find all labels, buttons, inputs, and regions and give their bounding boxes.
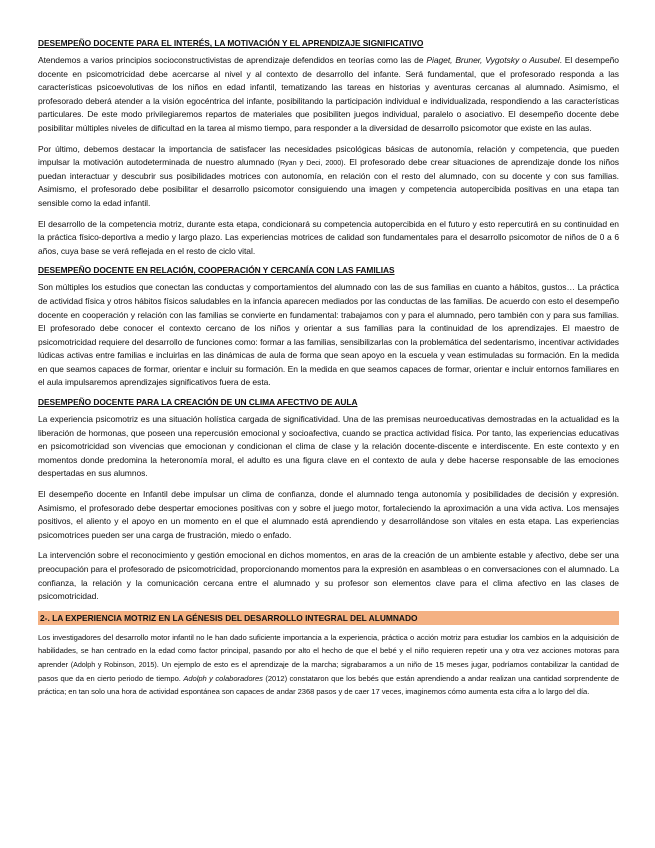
heading-interes-motivacion: DESEMPEÑO DOCENTE PARA EL INTERÉS, LA MOTIVACIÓN Y EL APRENDIZAJE SIGNIFICATIVO bbox=[38, 38, 424, 48]
paragraph-necesidades bbox=[38, 143, 619, 211]
paragraph-principios bbox=[38, 54, 619, 136]
paragraph-investigadores bbox=[38, 631, 619, 699]
text-span: . Un ejemplo de esto es el aprendizaje de la marcha; sigrabaramos a un niño de 15 meses jugar, podríamos contabilizar la cantidad de pasos que da en cierto periodo de tiempo. bbox=[38, 659, 620, 683]
document-page bbox=[38, 38, 619, 706]
authors-italic: Piaget, Bruner, Vygotsky o Ausubel bbox=[426, 55, 560, 65]
heading-clima-afectivo: DESEMPEÑO DOCENTE PARA LA CREACIÓN DE UN CLIMA AFECTIVO DE AULA bbox=[38, 397, 358, 408]
heading-familias: DESEMPEÑO DOCENTE EN RELACIÓN, COOPERACIÓN Y CERCANÍA CON LAS FAMILIAS bbox=[38, 265, 395, 276]
paragraph-intervencion: La intervención sobre el reconocimiento y gestión emocional en dichos momentos, en aras de la creación de un ambiente estable y afectivo, debe ser una preocupación para el profesorado de psicomotricidad, proporcionando momentos para la expresión en asambleas o en conversaciones con el alumnado. La confianza, la relación y la comunicación cercana entre el alumnado y su profesor son elementos clave para el clima afectivo en las clases de psicomotricidad. bbox=[38, 550, 619, 602]
paragraph-experiencia: La experiencia psicomotriz es una situación holística cargada de significatividad. Una de las premisas neuroeducativas demostradas en la actualidad es la liberación de hormonas, que poseen una repercusión emocional y socioafectiva, cuando se practica actividad física. Por tanto, las experiencias educativas en psicomotricidad son vivencias que emocionan y condicionan el clima de clase y la relación docente-discente e interdiscente. En este contexto y en momentos donde predomina la heteronomía moral, el adulto es una figura clave en el contexto de aula y debe hacerse responsable de las emociones despertadas en sus alumnos. bbox=[38, 414, 619, 479]
text-span: Por último, debemos destacar la importancia de satisfacer las necesidades psicológicas básicas de autonomía, relación y competencia, que pueden impulsar la motivación autodeterminada de nuestro alumnado bbox=[38, 143, 619, 168]
section-heading-experiencia-motriz: 2-. LA EXPERIENCIA MOTRIZ EN LA GÉNESIS DEL DESARROLLO INTEGRAL DEL ALUMNADO bbox=[38, 611, 619, 625]
text-span: Los investigadores del desarrollo motor infantil no le han dado suficiente importancia a la experiencia, práctica o acción motriz para estudiar los cambios en la adquisición de habilidades, se han centrado en la edad como factor principal, pasando por alto el hecho de que el bebé y el niño requieren repetir una y otra vez acciones motoras para aprender bbox=[38, 632, 619, 669]
paragraph-competencia: El desarrollo de la competencia motriz, durante esta etapa, condicionará su competencia autopercibida en el futuro y esto repercutirá en su continuidad en la práctica físico-deportiva a medio y largo plazo. Las experiencias motrices de calidad son fundamentales para el desarrollo psicomotor de niños de 0 a 6 años, cuya base se verá reflejada en el resto de ciclo vital. bbox=[38, 218, 619, 256]
citation: (Adolph y Robinson, 2015) bbox=[70, 659, 157, 669]
text-span: (2012) constataron que los bebés que están aprendiendo a andar realizan una cantidad sorprendente de práctica; en tan solo una hora de actividad espontánea son capaces de andar 2368 pasos y de caer 17 veces, imaginemos cómo aumenta esta cifra a lo largo del día. bbox=[38, 673, 620, 697]
text-span: Atendemos a varios principios socioconstructivistas de aprendizaje defendidos en teorías como las de bbox=[38, 55, 427, 65]
citation: (Ryan y Deci, 2000) bbox=[277, 158, 344, 168]
paragraph-familias: Son múltiples los estudios que conectan las conductas y comportamientos del alumnado con las de sus familias en cuanto a hábitos, gustos… La práctica de actividad física y otros hábitos físicos saludables en la infancia aparecen mediados por las conductas de las familias. De acuerdo con esto el desempeño docente en cooperación y relación con las familias se convierte en fundamental: trabajamos con y para el alumnado, pero también con y para sus familias. El profesorado debe conocer el contexto cercano de los niños y orientar a sus familias para la continuidad de los aprendizajes. El maestro de psicomotricidad requiere del desarrollo de funciones como: formar a las familias, sensibilizarlas con la problemática del sedentarismo, incentivar actividades lúdicas activas entre familias e incluirlas en las dinámicas de aula de forma que sean apoyo en la escuela y vean estimuladas su formación. En la medida en que seamos capaces de formar, orientar e incluir su formación. En la medida en que seamos capaces de formar, orientar e incluir entornos familiares en el aula impulsaremos aprendizajes significativos fuera de esta. bbox=[38, 282, 619, 388]
text-span: . El profesorado debe crear situaciones de aprendizaje donde los niños puedan interactuar y descubrir sus posibilidades motrices con autonomía, en relación con el resto del alumnado, con su docente y con sus familias. Asimismo, el profesorado debe posibilitar el desarrollo psicomotor consiguiendo una imagen y competencia autopercibida positivas en una etapa tan sensible como la edad infantil. bbox=[38, 157, 619, 208]
authors-italic: Adolph y colaboradores bbox=[183, 673, 263, 683]
text-span: . El desempeño docente en psicomotricidad debe acercarse al nivel y al contexto de desarrollo del infante. Será fundamental, que el profesorado responda a las características psicoevolutivas de los niños en edad infantil, tematizando las tareas en historias y aventuras cercanas al alumnado. Asimismo, el profesorado deberá atender a la visión egocéntrica del infante, posibilitando la participación individual e individualizada, respondiendo a las características particulares. De este modo privilegiaremos repartos de materiales que posibiliten juegos individual, paralelo o asociativo. El desempeño docente debe posibilitar múltiples niveles de dificultad en la tarea al mismo tiempo, para responder a la diversidad de desarrollo psicomotor que existe en las aulas. bbox=[38, 55, 619, 133]
paragraph-confianza: El desempeño docente en Infantil debe impulsar un clima de confianza, donde el alumnado tenga autonomía y posibilidades de decisión y expresión. Asimismo, el profesorado debe despertar emociones positivas con y sobre el juego motor, fortaleciendo la aproximación a una vida activa. Los mensajes positivos, el aliento y el apoyo en un momento en el que el alumnado está aprendiendo y desarrollándose son vitales en esta etapa. Las experiencias psicomotrices pueden ser una carga de frustración, miedo o enfado. bbox=[38, 489, 619, 540]
